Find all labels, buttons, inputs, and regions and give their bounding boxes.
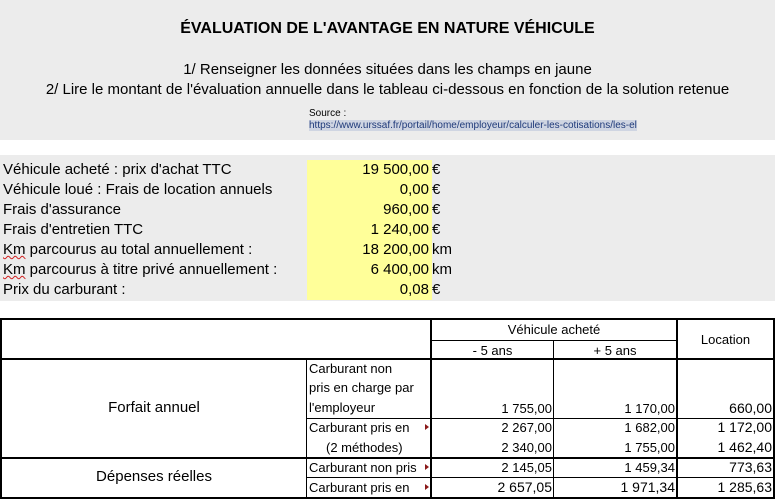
unit-euro: € [432, 161, 441, 178]
cell-forfait-nonpris-gt5: 1 170,00 [624, 401, 675, 416]
cell-forfait-pris-a-gt5: 1 682,00 [624, 420, 675, 435]
input-label-total-km: Km parcourus au total annuellement : [3, 241, 253, 258]
unit-euro: € [432, 221, 441, 238]
cell-depenses-pris-location: 1 285,63 [717, 479, 772, 495]
input-maintenance[interactable]: 1 240,00 [370, 221, 429, 238]
group-forfait-annuel: Forfait annuel [108, 399, 200, 416]
row-label-line: pris en charge par [309, 380, 414, 395]
input-label-insurance: Frais d'assurance [3, 201, 121, 218]
cell-forfait-pris-b-location: 1 462,40 [717, 439, 772, 455]
input-label-maintenance: Frais d'entretien TTC [3, 221, 144, 238]
page-title: ÉVALUATION DE L'AVANTAGE EN NATURE VÉHICULE [180, 20, 595, 37]
input-private-km[interactable]: 6 400,00 [370, 261, 429, 278]
source-label: Source : [309, 108, 347, 119]
cell-forfait-pris-b-lt5: 2 340,00 [501, 440, 552, 455]
overflow-indicator-icon [425, 484, 429, 490]
header-more-5-years: + 5 ans [593, 343, 637, 358]
input-label-purchase-price: Véhicule acheté : prix d'achat TTC [3, 161, 232, 178]
input-insurance[interactable]: 960,00 [383, 201, 429, 218]
row-label-line: Carburant pris en [309, 480, 410, 495]
row-label-line: Carburant non [309, 361, 393, 376]
row-label-line: (2 méthodes) [326, 440, 403, 455]
instruction-1: 1/ Renseigner les données situées dans les champs en jaune [183, 61, 592, 78]
overflow-indicator-icon [425, 464, 429, 470]
input-label-fuel-price: Prix du carburant : [3, 281, 126, 298]
header-less-5-years: - 5 ans [472, 343, 513, 358]
row-label-line: Carburant non pris [309, 460, 417, 475]
row-label-line: l'employeur [309, 400, 376, 415]
input-label-private-km: Km parcourus à titre privé annuellement : [3, 261, 278, 278]
group-depenses-reelles: Dépenses réelles [96, 468, 212, 485]
unit-euro: € [432, 281, 441, 298]
unit-km: km [432, 241, 452, 258]
cell-depenses-nonpris-gt5: 1 459,34 [624, 460, 675, 475]
input-rental-cost[interactable]: 0,00 [399, 181, 429, 198]
input-label-rental-cost: Véhicule loué : Frais de location annuels [3, 181, 273, 198]
unit-km: km [432, 261, 452, 278]
header-location: Location [700, 332, 751, 347]
overflow-indicator-icon [425, 424, 429, 430]
header-purchased: Véhicule acheté [507, 322, 601, 337]
cell-forfait-pris-a-lt5: 2 267,00 [501, 420, 552, 435]
unit-euro: € [432, 201, 441, 218]
cell-depenses-pris-lt5: 2 657,05 [497, 479, 552, 495]
input-fuel-price[interactable]: 0,08 [399, 281, 429, 298]
row-label-line: Carburant pris en [309, 420, 410, 435]
cell-forfait-nonpris-location: 660,00 [729, 400, 772, 416]
cell-depenses-pris-gt5: 1 971,34 [620, 479, 675, 495]
input-total-km[interactable]: 18 200,00 [362, 241, 429, 258]
source-link[interactable]: https://www.urssaf.fr/portail/home/employeur/calculer-les-cotisations/les-el [309, 120, 637, 131]
cell-forfait-nonpris-lt5: 1 755,00 [501, 401, 552, 416]
input-purchase-price[interactable]: 19 500,00 [362, 161, 429, 178]
cell-depenses-nonpris-location: 773,63 [729, 459, 772, 475]
cell-depenses-nonpris-lt5: 2 145,05 [501, 460, 552, 475]
instruction-2: 2/ Lire le montant de l'évaluation annuelle dans le tableau ci-dessous en fonction de la solution retenue [45, 81, 730, 98]
unit-euro: € [432, 181, 441, 198]
cell-forfait-pris-a-location: 1 172,00 [717, 419, 772, 435]
cell-forfait-pris-b-gt5: 1 755,00 [624, 440, 675, 455]
